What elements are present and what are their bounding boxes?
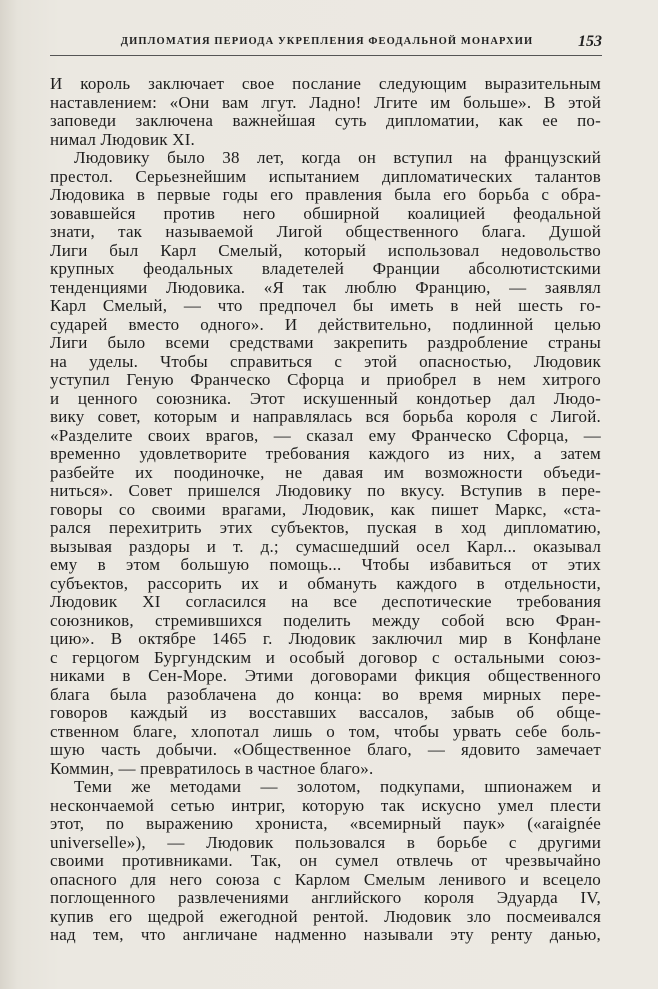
text-line: шую часть добычи. «Общественное благо, — ядовито замечает <box>50 740 601 759</box>
text-line: «Разделите своих врагов, — сказал ему Франческо Сфорца, — <box>50 425 601 445</box>
paragraph <box>50 778 601 945</box>
text-line: с герцогом Бургундским и особый договор с остальными союз- <box>50 647 601 667</box>
text-line: И король заключает свое послание следующим выразительным <box>50 74 601 93</box>
text-line: говоры со своими врагами, Людовик, как пишет Маркс, «ста- <box>50 499 601 519</box>
text-line: вику совет, которым и направлялась вся борьба короля с Лигой. <box>50 407 601 426</box>
text-line: над тем, что англичане надменно называли эту ренту данью, <box>50 925 601 944</box>
text-line: временно удовлетворите требования каждого из них, а затем <box>50 444 601 463</box>
text-line: Карл Смелый, — что предпочел бы иметь в ней шесть го- <box>50 296 601 315</box>
text-line: Людовика в первые годы его правления была его борьба с обра- <box>50 185 601 204</box>
text-line: ниться». Совет пришелся Людовику по вкусу. Вступив в пере- <box>50 481 601 500</box>
text-line: Лиги было всеми средствами закрепить раздробление страны <box>50 333 601 352</box>
text-line: своими противниками. Так, он сумел отвлечь от чрезвычайно <box>50 851 601 870</box>
text-line: вызывая раздоры и т. д.; сумасшедший осел Карл... оказывал <box>50 536 601 556</box>
text-line: крупных феодальных владетелей Франции абсолютистскими <box>50 259 601 278</box>
text-line: поглощенного развлечениями английского короля Эдуарда IV, <box>50 888 601 907</box>
text-line: сударей вместо одного». И действительно, подлинной целью <box>50 314 601 334</box>
text-line: уступил Геную Франческо Сфорца и приобрел в нем хитрого <box>50 370 601 389</box>
text-line: нескончаемой сетью интриг, которую так искусно умел плести <box>50 795 601 815</box>
header-rule <box>50 55 602 56</box>
text-line: Лиги был Карл Смелый, который использовал недовольство <box>50 240 601 260</box>
running-title: ДИПЛОМАТИЯ ПЕРИОДА УКРЕПЛЕНИЯ ФЕОДАЛЬНОЙ МОНАРХИИ <box>120 36 534 47</box>
text-line: ственном благе, хлопотал лишь о том, чтобы урвать себе боль- <box>50 721 601 741</box>
page-number: 153 <box>578 33 602 50</box>
text-line: никами в Сен-Море. Этими договорами фикция общественного <box>50 666 601 685</box>
body-text <box>50 75 601 945</box>
text-line: союзников, стремившихся поделить между собой всю Фран- <box>50 610 601 630</box>
text-line: universelle»), — Людовик пользовался в борьбе с другими <box>50 832 601 852</box>
text-line: Людовик XI согласился на все деспотические требования <box>50 592 601 611</box>
text-line: Теми же методами — золотом, подкупами, шпионажем и <box>74 777 601 796</box>
text-line: Людовику было 38 лет, когда он вступил на французский <box>74 148 601 167</box>
text-line: Коммин, — превратилось в частное благо». <box>50 758 374 778</box>
text-line: знати, так называемой Лигой общественного блага. Душой <box>50 222 601 241</box>
text-line: наставлением: «Они вам лгут. Ладно! Лгите им больше». В этой <box>50 92 601 112</box>
text-line: рался перехитрить этих субъектов, пуская в ход дипломатию, <box>50 518 601 537</box>
text-line: цию». В октябре 1465 г. Людовик заключил мир в Конфлане <box>50 629 601 648</box>
text-line: тенденциями Людовика. «Я так люблю Францию, — заявлял <box>50 277 601 297</box>
text-line: ему в этом большую помощь... Чтобы избавиться от этих <box>50 555 601 574</box>
text-line: субъектов, рассорить их и обмануть каждого в отдельности, <box>50 573 601 593</box>
text-line: блага была разоблачена до конца: во время мирных пере- <box>50 684 601 704</box>
text-line: говоров каждый из восставших вассалов, забыв об обще- <box>50 703 601 722</box>
text-line: опасного для него союза с Карлом Смелым ленивого и всецело <box>50 869 601 889</box>
text-line: зовавшейся против него обширной коалицией феодальной <box>50 203 601 223</box>
paragraph <box>50 149 601 778</box>
text-line: заповеди заключена важнейшая суть дипломатии, как ее по- <box>50 111 601 130</box>
text-line: престол. Серьезнейшим испытанием дипломатических талантов <box>50 166 601 186</box>
text-line: разбейте их поодиночке, не давая им возможности объеди- <box>50 462 601 482</box>
text-line: и ценного союзника. Этот искушенный кондотьер дал Людо- <box>50 388 601 408</box>
text-line: на уделы. Чтобы справиться с этой опасностью, Людовик <box>50 351 601 371</box>
text-line: этот, по выражению хрониста, «всемирный паук» («araignée <box>50 814 601 833</box>
paragraph <box>50 75 601 149</box>
text-line: купив его щедрой ежегодной рентой. Людовик зло посмеивался <box>50 906 601 926</box>
text-line: нимал Людовик XI. <box>50 129 196 149</box>
